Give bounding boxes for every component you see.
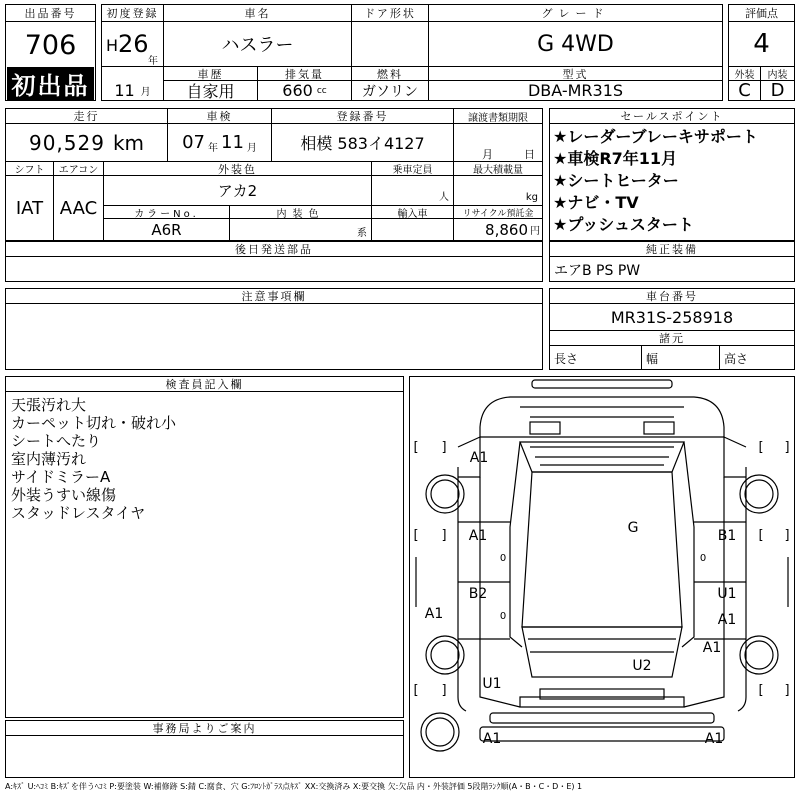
door-label: ドア形状 bbox=[352, 5, 429, 22]
displacement-label: 排気量 bbox=[258, 66, 352, 81]
mileage-label: 走行 bbox=[6, 109, 168, 124]
capacity-label: 乗車定員 bbox=[372, 161, 454, 176]
inspector-note: 室内薄汚れ bbox=[11, 450, 87, 468]
inspector-note: 外装うすい線傷 bbox=[11, 486, 117, 504]
bracket-left-mid-open: [ bbox=[413, 527, 419, 543]
front-grille bbox=[530, 422, 560, 434]
sales-points-label: セールスポイント bbox=[550, 109, 794, 124]
office-box bbox=[5, 720, 404, 778]
car-diagram bbox=[410, 377, 794, 777]
height-label: 高さ bbox=[724, 352, 749, 366]
history-label: 車歴 bbox=[164, 66, 258, 81]
sales-point: ★プッシュスタート bbox=[553, 215, 694, 234]
transfer-label: 譲渡書類期限 bbox=[454, 109, 542, 124]
mileage: 90,529 bbox=[28, 130, 105, 155]
model-label: 型式 bbox=[429, 66, 722, 81]
import-value bbox=[372, 219, 454, 240]
interior-grade-label: 内装 bbox=[761, 66, 794, 81]
chassis-box bbox=[549, 288, 795, 370]
left-cabin bbox=[510, 442, 522, 647]
lot-box bbox=[5, 4, 96, 101]
bracket-right-top-close: ] bbox=[784, 439, 790, 455]
car-name: ハスラー bbox=[164, 22, 352, 66]
bracket-right-mid-close: ] bbox=[784, 527, 790, 543]
inspector-notes bbox=[11, 396, 176, 522]
int-color-value bbox=[230, 219, 372, 240]
standard-equipment-label: 純正装備 bbox=[550, 242, 794, 257]
car-diagram-box bbox=[409, 376, 795, 778]
wheel-front-left-inner bbox=[431, 480, 459, 508]
mark-right-door-rear-a1: A1 bbox=[717, 612, 737, 628]
sales-point: ★ナビ・TV bbox=[553, 193, 639, 212]
legend: A:ｷｽﾞ U:ﾍｺﾐ B:ｷｽﾞを伴うﾍｺﾐ P:要塗装 W:補修跡 S:錆 C:腐食、穴 G:ﾌﾛﾝﾄｶﾞﾗｽ点ｷｽﾞ XX:交換済み X:要交換 欠:欠品 内・外装評価 5段階ﾗﾝｸ順(A・B・C・D・E) 1 bbox=[5, 782, 583, 791]
capacity-unit: 人 bbox=[439, 192, 449, 203]
displacement-value bbox=[258, 81, 352, 100]
mileage-unit: km bbox=[112, 130, 145, 155]
wheel-rear-right-inner bbox=[745, 641, 773, 669]
reg-year: 26 bbox=[118, 30, 149, 58]
bracket-left-top-close: ] bbox=[441, 439, 447, 455]
sales-point: ★車検R7年11月 bbox=[553, 149, 678, 168]
first-listing-badge: 初出品 bbox=[7, 67, 94, 100]
wheel-rear-left-inner bbox=[431, 641, 459, 669]
capacity-value bbox=[372, 176, 454, 205]
history-value: 自家用 bbox=[164, 81, 258, 100]
inspection-year: 07 bbox=[182, 132, 205, 153]
import-label: 輸入車 bbox=[372, 205, 454, 219]
chassis-label: 車台番号 bbox=[550, 289, 794, 304]
inspector-note: 天張汚れ大 bbox=[11, 396, 87, 414]
wheel-front-right-inner bbox=[745, 480, 773, 508]
grade-label: グレード bbox=[429, 5, 722, 22]
sales-point: ★レーダーブレーキサポート bbox=[553, 127, 758, 146]
color-no-value: A6R bbox=[104, 219, 230, 240]
max-load-unit: kg bbox=[525, 192, 538, 203]
displacement-unit: cc bbox=[316, 85, 327, 96]
width-label: 幅 bbox=[642, 346, 720, 369]
shift-label: シフト bbox=[6, 161, 54, 176]
grade-value: G 4WD bbox=[537, 31, 614, 57]
inspector-note: カーペット切れ・破れ小 bbox=[11, 414, 177, 432]
lot-label: 出品番号 bbox=[6, 5, 95, 22]
recycle-value bbox=[454, 219, 542, 240]
spare-wheel bbox=[421, 713, 459, 751]
interior-grade: D bbox=[770, 81, 785, 100]
registration-value: 相模 583イ4127 bbox=[272, 124, 454, 161]
registration-label: 登録番号 bbox=[272, 109, 454, 124]
chassis-value: MR31S-258918 bbox=[550, 304, 794, 331]
recycle-label: リサイクル預託金 bbox=[454, 205, 542, 219]
car-name-label: 車名 bbox=[164, 5, 352, 22]
era: H bbox=[106, 36, 119, 55]
fuel-value: ガソリン bbox=[352, 81, 429, 100]
later-parts-box bbox=[5, 241, 543, 282]
right-cabin bbox=[682, 442, 694, 647]
first-reg-month bbox=[102, 81, 164, 100]
score-value: 4 bbox=[753, 29, 770, 59]
roof bbox=[522, 472, 682, 627]
year-unit: 年 bbox=[148, 56, 158, 66]
reg-month: 11 bbox=[114, 81, 135, 100]
inspector-note: シートへたり bbox=[11, 432, 102, 450]
mark-front-door-left: A1 bbox=[468, 528, 488, 544]
max-load-label: 最大積載量 bbox=[454, 161, 542, 176]
inspector-note: スタッドレスタイヤ bbox=[11, 504, 146, 522]
inspector-note: サイドミラーA bbox=[11, 468, 111, 486]
length-label: 長さ bbox=[550, 346, 642, 369]
details-grid bbox=[5, 108, 543, 241]
bracket-right-low-open: [ bbox=[758, 682, 764, 698]
standard-equipment-box bbox=[549, 241, 795, 282]
score-label: 評価点 bbox=[729, 5, 794, 22]
exterior-grade: C bbox=[729, 81, 761, 100]
aircon-value: AAC bbox=[54, 176, 104, 240]
inspection-month-unit: 月 bbox=[246, 143, 257, 154]
inspector-box bbox=[5, 376, 404, 718]
front-panel bbox=[520, 407, 684, 417]
bracket-right-mid-open: [ bbox=[758, 527, 764, 543]
exterior-grade-label: 外装 bbox=[729, 66, 761, 81]
bracket-right-top-open: [ bbox=[758, 439, 764, 455]
spare-wheel-inner bbox=[426, 718, 454, 746]
model-value: DBA-MR31S bbox=[527, 81, 624, 100]
standard-equipment-value: エアB PS PW bbox=[554, 262, 641, 279]
inspection-label: 車検 bbox=[168, 109, 272, 124]
month-header-spacer bbox=[102, 66, 164, 81]
aircon-label: エアコン bbox=[54, 161, 104, 176]
mark-right-side-rear: A1 bbox=[702, 640, 722, 656]
office-label: 事務局よりご案内 bbox=[6, 721, 403, 736]
rear-bumper-bottom bbox=[480, 727, 724, 741]
mark-rear-right: U2 bbox=[632, 658, 652, 674]
month-unit: 月 bbox=[140, 87, 151, 98]
first-reg-label: 初度登録 bbox=[102, 5, 164, 22]
mark-rear-left: U1 bbox=[482, 676, 502, 692]
door-value bbox=[352, 22, 429, 66]
lot-number: 706 bbox=[24, 29, 77, 61]
sales-points-box bbox=[549, 108, 795, 241]
specs-label: 諸元 bbox=[550, 331, 794, 346]
max-load-value bbox=[454, 176, 542, 205]
mileage-value bbox=[6, 124, 168, 161]
bracket-left-mid-close: ] bbox=[441, 527, 447, 543]
recycle-unit: 円 bbox=[530, 226, 540, 237]
color-no-label: カラーNo. bbox=[104, 205, 230, 219]
mark-front-left: A1 bbox=[469, 450, 489, 466]
transfer-value bbox=[454, 124, 542, 161]
mark-roof: G bbox=[627, 520, 639, 536]
mark-right-door-rear-u1: U1 bbox=[717, 586, 737, 602]
front-bumper-top bbox=[532, 380, 672, 388]
notes-box bbox=[5, 288, 543, 370]
ext-color-label: 外装色 bbox=[104, 161, 372, 176]
right-fender bbox=[724, 437, 746, 477]
mark-bottom-right: A1 bbox=[704, 731, 724, 747]
mark-left-side: A1 bbox=[424, 606, 444, 622]
mark-right-door-front: B1 bbox=[717, 528, 737, 544]
windshield-inner bbox=[530, 447, 674, 465]
shift-value: IAT bbox=[6, 176, 54, 240]
first-reg-year bbox=[102, 22, 164, 66]
bracket-right-low-close: ] bbox=[784, 682, 790, 698]
sales-points-list bbox=[553, 126, 758, 236]
displacement: 660 bbox=[282, 81, 313, 100]
fuel-label: 燃料 bbox=[352, 66, 429, 81]
transfer-day-unit: 日 bbox=[524, 148, 535, 161]
inspection-month: 11 bbox=[221, 132, 244, 153]
bracket-left-low-open: [ bbox=[413, 682, 419, 698]
front-grille-right bbox=[644, 422, 674, 434]
sales-point: ★シートヒーター bbox=[553, 171, 679, 190]
transfer-month-unit: 月 bbox=[482, 148, 493, 161]
bracket-left-low-close: ] bbox=[441, 682, 447, 698]
int-color-label: 内装色 bbox=[230, 205, 372, 219]
mark-front-door-left-zero: 0 bbox=[499, 552, 507, 564]
bracket-left-top-open: [ bbox=[413, 439, 419, 455]
rear-bumper bbox=[490, 713, 714, 723]
mark-rear-door-left-zero: 0 bbox=[499, 610, 507, 622]
header-grid bbox=[101, 4, 723, 101]
inspector-label: 検査員記入欄 bbox=[6, 377, 403, 392]
int-color-unit: 系 bbox=[357, 228, 367, 239]
mark-bottom-left: A1 bbox=[482, 731, 502, 747]
rear-window-lines bbox=[528, 639, 676, 652]
notes-label: 注意事項欄 bbox=[6, 289, 542, 304]
recycle-amount: 8,860 bbox=[485, 220, 528, 239]
inspection-year-unit: 年 bbox=[208, 143, 218, 154]
inspection-value bbox=[168, 124, 272, 161]
later-parts-label: 後日発送部品 bbox=[6, 242, 542, 257]
mark-rear-door-left: B2 bbox=[468, 586, 488, 602]
mark-right-door-front-zero: 0 bbox=[699, 552, 707, 564]
ext-color-value: アカ2 bbox=[104, 176, 372, 205]
score-box bbox=[728, 4, 795, 101]
